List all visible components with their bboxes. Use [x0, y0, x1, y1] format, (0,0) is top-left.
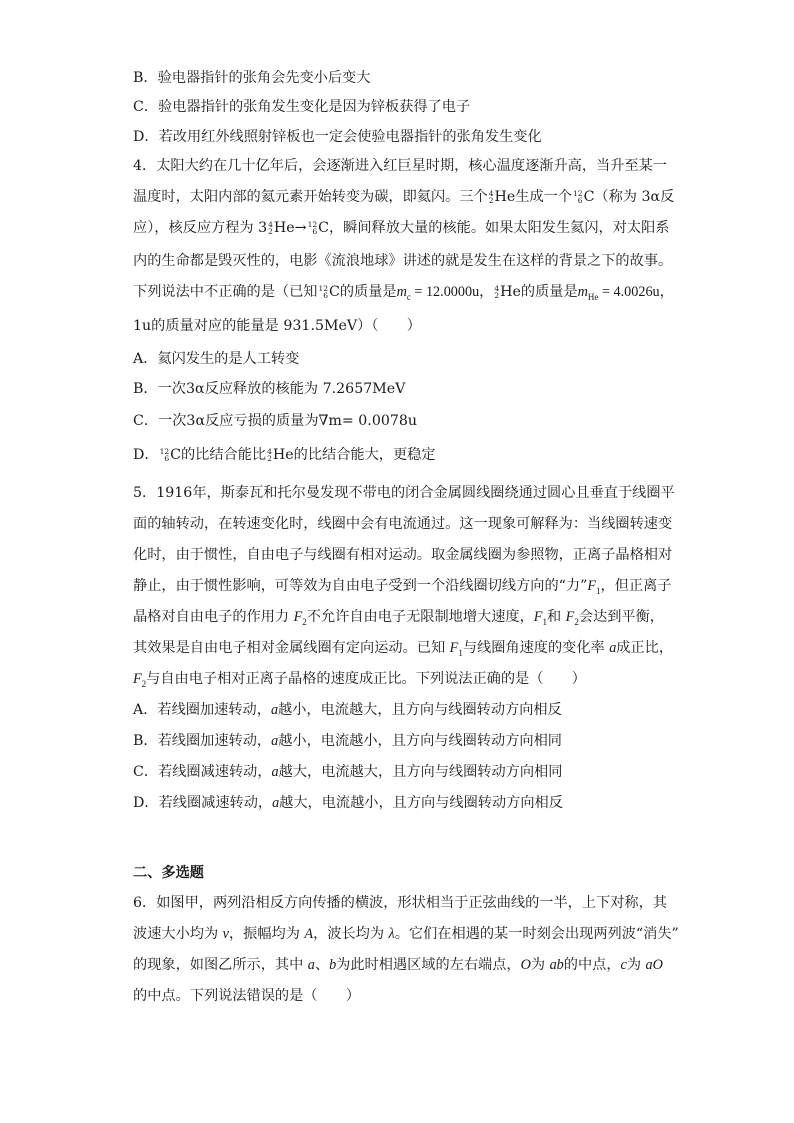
question-text: C，瞬间释放大量的核能。如果太阳发生氦闪，对太阳系	[318, 220, 670, 236]
question-text: 的现象，如图乙所示，其中	[133, 957, 308, 973]
option-text: 越大，电流越大，且方向与线圈转动方向相同	[278, 764, 563, 780]
math-symbol: a	[271, 733, 279, 749]
option-d-q4	[133, 445, 436, 465]
question-text: 1u的质量对应的能量是 931.5MeV）（ ）	[133, 318, 421, 334]
question-text: 为	[626, 957, 646, 973]
mass-number: 12	[159, 446, 170, 456]
option-c-q3	[133, 97, 470, 117]
math-symbol: ab	[549, 957, 564, 973]
math-value: = 4.0026u，	[598, 284, 674, 300]
mass-number: 12	[573, 188, 583, 198]
question-text: 内的生命都是毁灭性的，电影《流浪地球》讲述的就是发生在这样的背景之下的故事。	[133, 253, 673, 269]
option-d-q3	[133, 127, 542, 147]
option-text: 越大，电流越小，且方向与线圈转动方向相反	[279, 795, 563, 811]
math-subscript: 1	[542, 616, 547, 627]
math-symbol: m	[577, 284, 588, 300]
math-symbol: a	[272, 795, 280, 811]
math-symbol: a	[609, 640, 617, 656]
option-text: 越小，电流越大，且方向与线圈转动方向相反	[278, 702, 562, 718]
question-text: 会达到平衡，	[578, 609, 664, 625]
question-4-line-5	[133, 282, 674, 307]
question-text: 静止，由于惯性影响，可等效为自由电子受到一个沿线圈切线方向的“力”	[133, 578, 588, 594]
option-b-q5	[133, 731, 562, 751]
option-text: C．验电器指针的张角发生变化是因为锌板获得了电子	[133, 99, 471, 115]
atomic-number: 6	[312, 227, 318, 236]
question-text: 温度时，太阳内部的氦元素开始转变为碳，即氦闪。三个	[133, 189, 488, 205]
option-text: B．验电器指针的张角会先变小后变大	[133, 70, 371, 86]
question-4-line-1	[133, 156, 667, 176]
question-6-line-2	[133, 924, 679, 944]
carbon-isotope	[318, 285, 328, 300]
math-subscript: 2	[141, 678, 147, 689]
question-5-line-4	[133, 576, 671, 601]
option-d-q5	[133, 793, 563, 813]
option-text: A．若线圈加速转动，	[133, 702, 271, 718]
question-6-line-3	[133, 955, 663, 975]
mass-number: 4	[494, 283, 500, 293]
math-symbol: F	[565, 609, 575, 625]
question-text: 。它们在相遇的某一时刻会出现两列波“消失”	[394, 926, 679, 942]
question-text: 不允许自由电子无限制地增大速度，	[306, 609, 534, 625]
question-text: ，波长均为	[313, 926, 389, 942]
math-subscript: 2	[302, 616, 307, 627]
question-text: 5．1916年，斯泰瓦和托尔曼发现不带电的闭合金属圆线圈绕通过圆心且垂直于线圈平	[133, 485, 675, 501]
option-c-q4	[133, 411, 417, 431]
question-text: 应），核反应方程为 3	[133, 220, 268, 236]
math-symbol: v	[222, 926, 229, 942]
option-text: 越小，电流越小，且方向与线圈转动方向相同	[278, 733, 562, 749]
mass-number: 4	[267, 446, 272, 456]
helium-isotope	[268, 221, 273, 236]
carbon-isotope	[308, 221, 318, 236]
question-text: C（称为 3α反	[583, 189, 675, 205]
question-4-line-3	[133, 218, 669, 238]
math-symbol: a	[307, 957, 315, 973]
question-text: 为此时相遇区域的左右端点，	[336, 957, 521, 973]
question-text: 为	[530, 957, 550, 973]
carbon-isotope	[573, 190, 583, 205]
question-text: 与线圈角速度的变化率	[462, 640, 610, 656]
math-symbol: F	[293, 609, 303, 625]
atomic-number: 6	[164, 454, 170, 463]
math-subscript: c	[406, 291, 411, 302]
question-4-line-4	[133, 251, 672, 271]
math-subscript: 1	[596, 585, 601, 596]
atomic-number: 2	[494, 291, 500, 300]
question-5-line-1	[133, 483, 675, 503]
question-5-line-5	[133, 607, 664, 632]
question-text: 、	[314, 957, 330, 973]
question-text: 和	[546, 609, 566, 625]
question-text: 与自由电子相对正离子晶格的速度成正比。下列说法正确的是（ ）	[146, 671, 586, 687]
option-text: He的比结合能大，更稳定	[272, 447, 436, 463]
math-symbol: m	[396, 284, 407, 300]
math-subscript: He	[587, 291, 599, 302]
question-text: 下列说法中不正确的是（已知	[133, 284, 318, 300]
option-text: A．氦闪发生的是人工转变	[133, 351, 300, 367]
atomic-number: 2	[267, 454, 272, 463]
math-subscript: 2	[574, 616, 579, 627]
question-6-line-4	[133, 986, 360, 1006]
question-text: 成正比，	[616, 640, 674, 656]
math-symbol: a	[271, 764, 279, 780]
option-text: C．一次3α反应亏损的质量为∇m= 0.0078u	[133, 413, 418, 429]
option-b-q4	[133, 379, 405, 399]
question-text: 的中点，	[563, 957, 621, 973]
question-5-line-2	[133, 514, 672, 534]
math-value: = 12.0000u，	[410, 284, 494, 300]
mass-number: 4	[488, 188, 494, 198]
math-symbol: F	[587, 578, 596, 594]
question-text: 晶格对自由电子的作用力	[133, 609, 294, 625]
question-text: 6．如图甲，两列沿相反方向传播的横波，形状相当于正弦曲线的一半，上下对称，其	[133, 895, 667, 911]
question-text: 的中点。下列说法错误的是（ ）	[133, 988, 361, 1004]
math-symbol: A	[304, 926, 314, 942]
math-symbol: λ	[388, 926, 395, 942]
option-text: D．	[133, 447, 159, 463]
question-5-line-3	[133, 545, 672, 565]
option-a-q5	[133, 700, 562, 720]
section-heading	[133, 863, 204, 883]
question-text: C的质量是	[329, 284, 397, 300]
question-text: He生成一个	[494, 189, 573, 205]
option-a-q4	[133, 349, 299, 369]
question-4-line-2	[133, 187, 674, 207]
math-symbol: a	[270, 702, 279, 718]
question-text: 其效果是自由电子相对金属线圈有定向运动。已知	[133, 640, 450, 656]
carbon-isotope	[160, 448, 170, 463]
question-text: 波速大小均为	[133, 926, 223, 942]
question-6-line-1	[133, 893, 667, 913]
option-text: D．若改用红外线照射锌板也一定会使验电器指针的张角发生变化	[133, 129, 542, 145]
helium-isotope	[267, 448, 272, 463]
question-4-line-6	[133, 316, 421, 336]
option-c-q5	[133, 762, 562, 782]
question-text: 4．太阳大约在几十亿年后，会逐渐进入红巨星时期，核心温度逐渐升高，当升至某一	[133, 158, 667, 174]
math-subscript: 1	[458, 647, 463, 658]
atomic-number: 6	[323, 291, 328, 300]
atomic-number: 2	[268, 227, 273, 236]
mass-number: 4	[268, 219, 273, 229]
question-text: ，但正离子	[600, 578, 672, 594]
question-5-line-6	[133, 638, 673, 663]
atomic-number: 2	[488, 196, 494, 205]
mass-number: 12	[307, 219, 318, 229]
atomic-number: 6	[577, 196, 583, 205]
option-text: C．若线圈减速转动，	[133, 764, 272, 780]
math-symbol: c	[620, 957, 627, 973]
option-text: C的比结合能比	[170, 447, 267, 463]
question-text: He的质量是	[500, 284, 578, 300]
section-title: 二、多选题	[133, 865, 204, 881]
option-text: B．一次3α反应释放的核能为 7.2657MeV	[133, 381, 406, 397]
helium-isotope	[494, 285, 499, 300]
question-text: ，振幅均为	[228, 926, 305, 942]
question-text: 面的轴转动，在转速变化时，线圈中会有电流通过。这一现象可解释为：当线圈转速变	[133, 516, 673, 532]
option-text: B．若线圈加速转动，	[133, 733, 272, 749]
question-text: 化时，由于惯性，自由电子与线圈有相对运动。取金属线圈为参照物，正离子晶格相对	[133, 547, 673, 563]
math-symbol: F	[449, 640, 459, 656]
math-symbol: O	[520, 957, 531, 973]
mass-number: 12	[318, 283, 328, 293]
question-5-line-7	[133, 669, 586, 694]
math-symbol: F	[133, 671, 142, 687]
math-symbol: F	[533, 609, 543, 625]
math-symbol: b	[329, 957, 337, 973]
helium-isotope	[489, 190, 494, 205]
option-b-q3	[133, 68, 370, 88]
math-symbol: aO	[645, 957, 663, 973]
option-text: D．若线圈减速转动，	[133, 795, 273, 811]
question-text: He→	[273, 220, 307, 236]
